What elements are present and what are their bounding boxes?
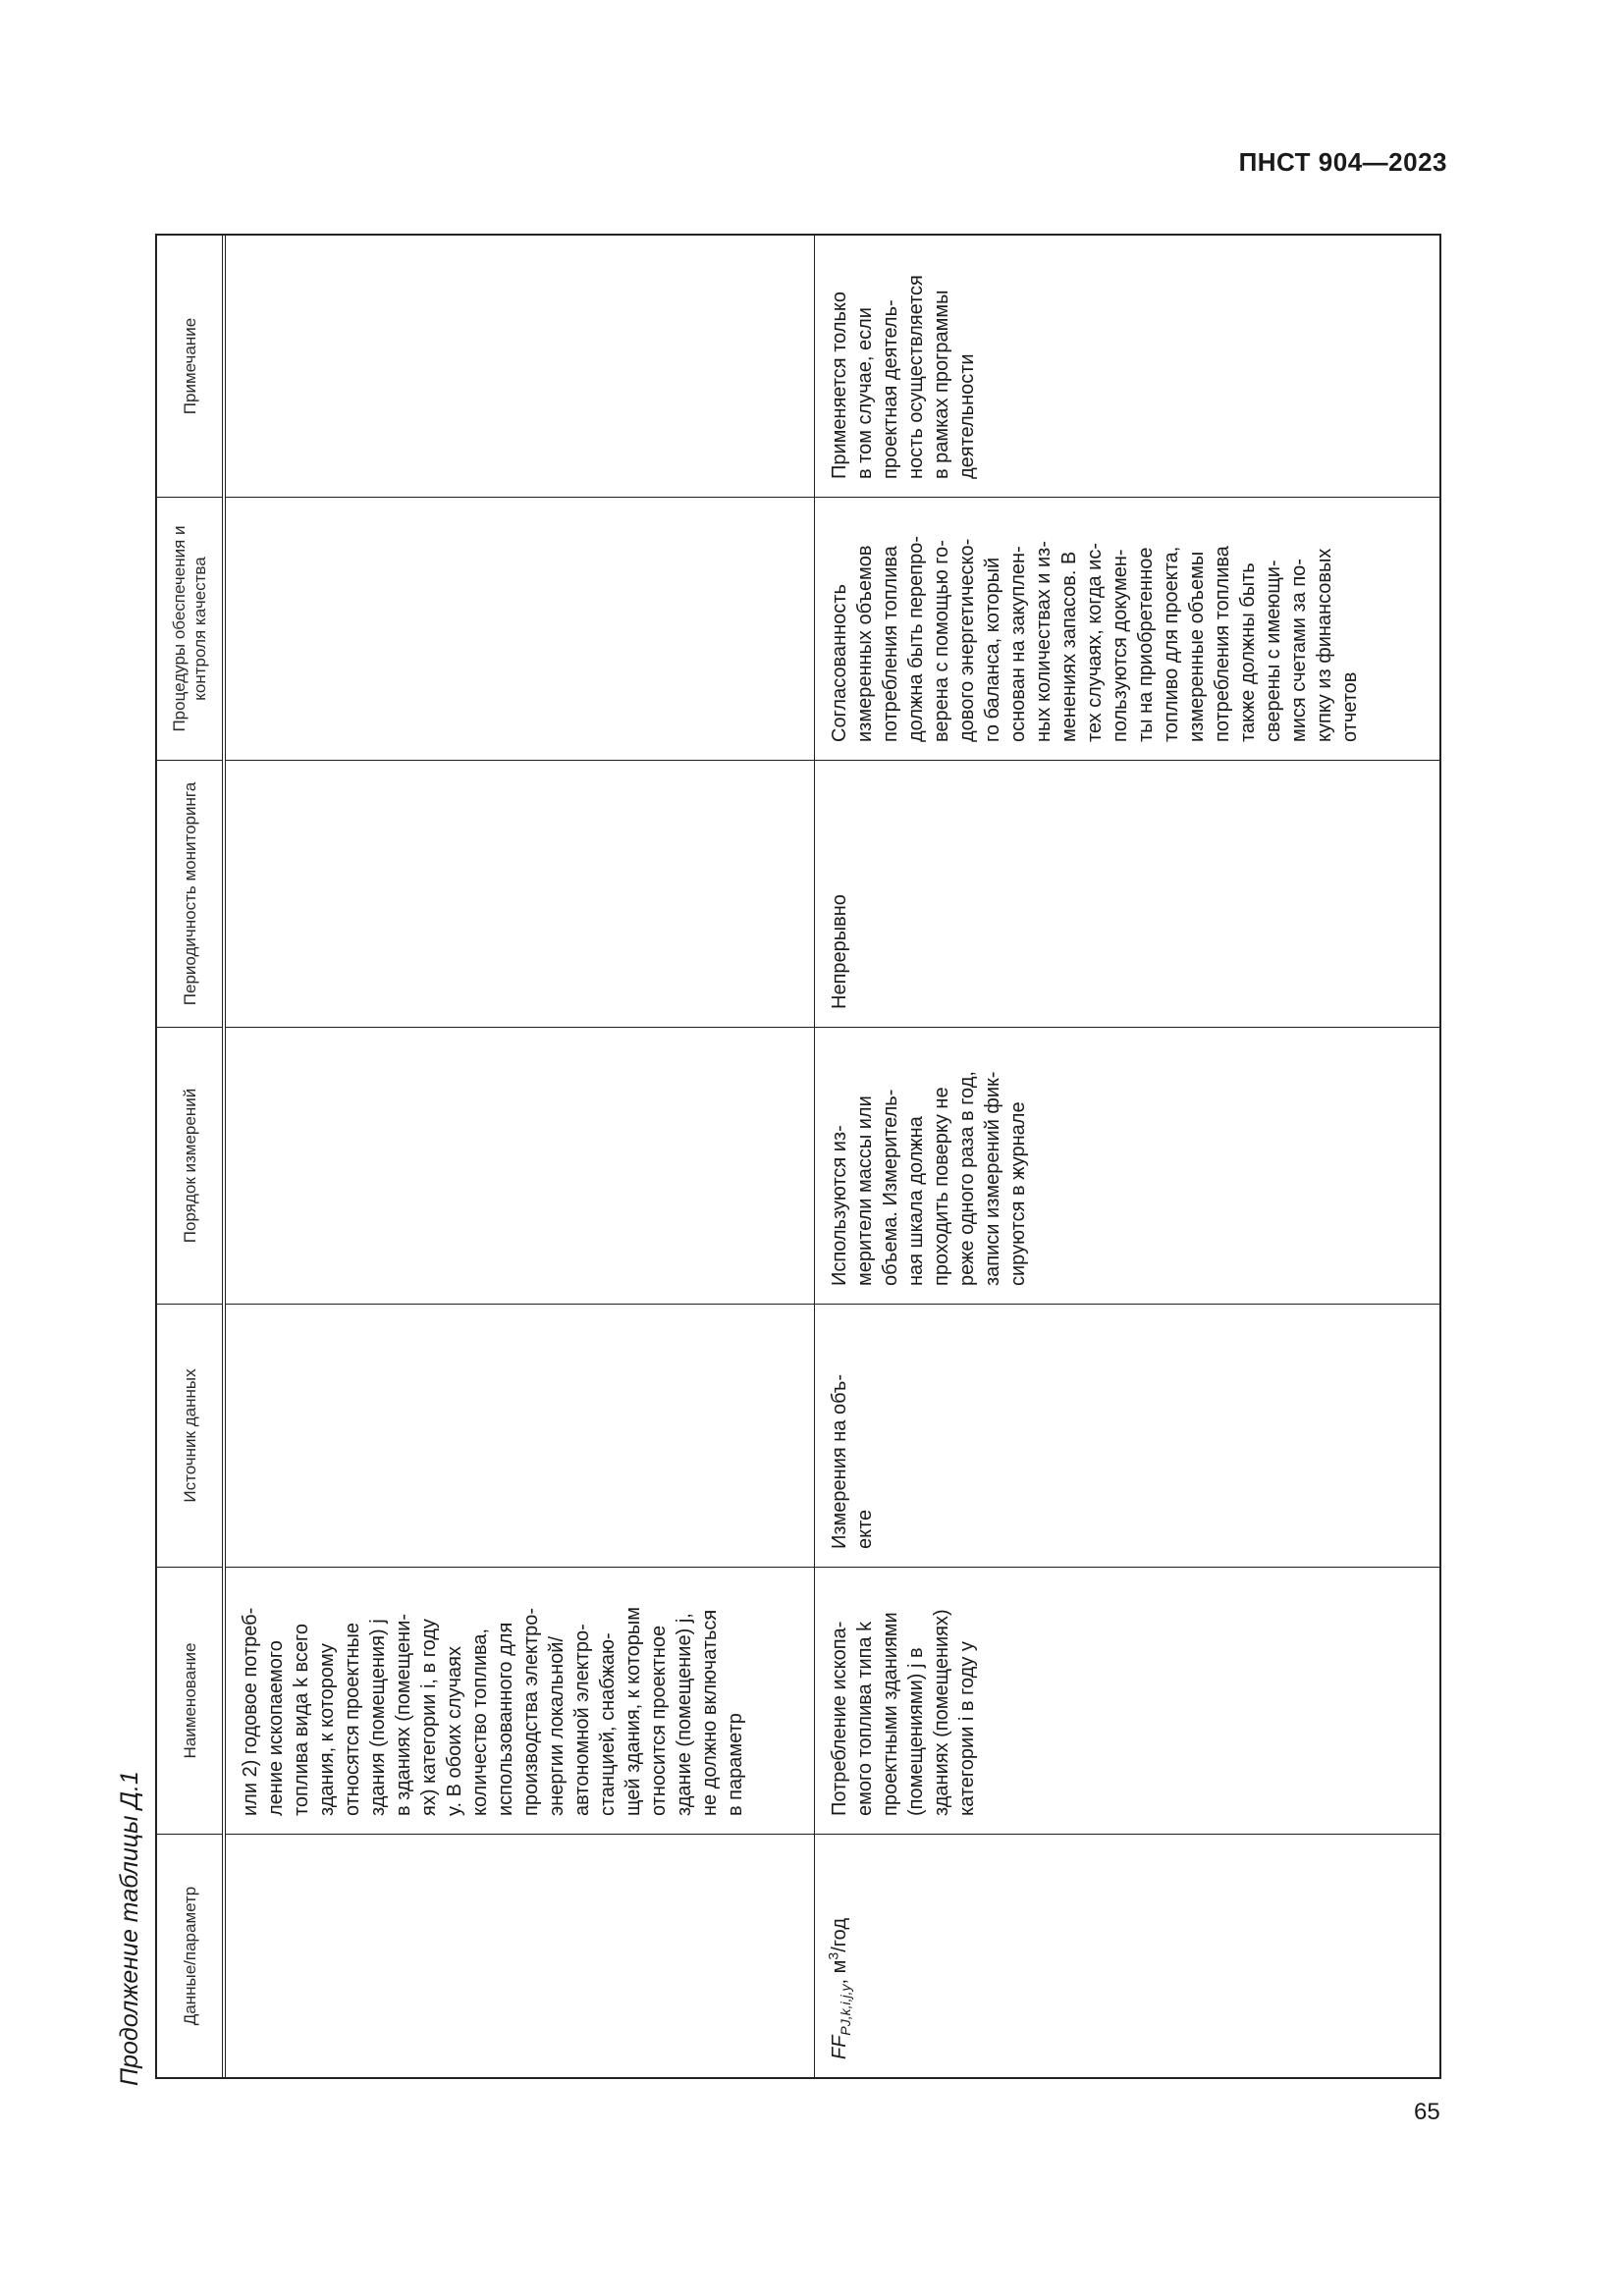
table-row (226, 236, 815, 2077)
source-cell (226, 1304, 814, 1567)
text-line: Используются из- (829, 1125, 850, 1286)
text-line: деятельности (956, 353, 978, 479)
table-caption: Продолжение таблицы Д.1 (116, 1771, 143, 2086)
source-cell (815, 1304, 1439, 1567)
param-symbol: FF (829, 2035, 850, 2059)
text-line: верена с помощью го- (931, 540, 952, 742)
column-header: Наименование (157, 1567, 222, 1834)
text-line: или 2) годовое потреб- (240, 1607, 261, 1816)
procedure-cell (815, 1027, 1439, 1304)
text-line: отчетов (1339, 671, 1361, 742)
text-line: Измерения на объ- (829, 1373, 850, 1549)
text-line: использованного для (495, 1622, 516, 1816)
text-line: в зданиях (помещени- (393, 1613, 414, 1816)
text-line: проходить поверку не (931, 1087, 952, 1286)
text-line: сируются в журнале (1007, 1101, 1029, 1286)
param-unit-prefix: , м (829, 1959, 850, 1985)
param-cell (815, 1834, 1439, 2077)
text-line: емого топлива типа k (854, 1621, 876, 1816)
text-line: мерители массы или (854, 1095, 876, 1286)
text-line: сверены с имеющи- (1263, 560, 1284, 742)
column-header: Процедуры обеспечения и контроля качества (157, 497, 222, 760)
text-line: реже одного раза в год, (956, 1071, 978, 1286)
text-line: Применяется только (829, 291, 850, 479)
param-unit-suffix: /год (829, 1918, 850, 1952)
column-header: Примечание (180, 317, 199, 415)
text-line: записи измерений фик- (982, 1071, 1003, 1286)
text-line: в рамках программы (931, 290, 952, 479)
note-cell (226, 236, 814, 497)
column-header: Источник данных (157, 1304, 222, 1567)
text-line: Потребление ископа- (829, 1621, 850, 1816)
text-line: категории i в году y (956, 1641, 978, 1816)
text-line: ях) категории i, в году (418, 1619, 440, 1816)
text-line: проектная деятель- (880, 299, 901, 479)
param-symbol-line (827, 1848, 852, 2059)
data-table (155, 234, 1441, 2079)
note-cell (815, 236, 1439, 497)
text-line: потребления топлива (880, 546, 901, 742)
text-line: ность осуществляется (905, 275, 927, 479)
qa-cell (815, 497, 1439, 760)
frequency-cell (815, 760, 1439, 1027)
text-line: y. В обоих случаях (444, 1646, 465, 1816)
text-line: екте (854, 1509, 876, 1549)
text-line: относится проектное (648, 1625, 670, 1816)
name-cell (226, 1567, 814, 1834)
text-line: количество топлива, (469, 1628, 491, 1816)
text-line: ты на приобретенное (1135, 547, 1157, 742)
text-line: не должно включаться (699, 1609, 721, 1816)
text-line: (помещениями) j в (905, 1647, 927, 1816)
text-line: ная шкала должна (905, 1116, 927, 1286)
text-line: также должны быть (1237, 562, 1259, 742)
text-line: мися счетами за по- (1288, 559, 1310, 742)
name-cell (815, 1567, 1439, 1834)
text-line: объема. Измеритель- (880, 1089, 901, 1286)
text-line: топливо для проекта, (1161, 546, 1182, 742)
param-unit-exponent: 3 (825, 1951, 841, 1960)
text-line: станцией, снабжаю- (597, 1632, 619, 1816)
procedure-cell (226, 1027, 814, 1304)
text-line: автономной электро- (571, 1624, 593, 1816)
text-line: в параметр (725, 1713, 746, 1816)
text-line: проектными зданиями (880, 1612, 901, 1816)
text-line: менениях запасов. В (1058, 551, 1080, 742)
text-line: го баланса, который (982, 557, 1003, 742)
text-line: ление ископаемого (265, 1640, 287, 1816)
column-header: Периодичность мониторинга (157, 760, 222, 1027)
text-line: измеренные объемы (1186, 551, 1208, 742)
text-line: потребления топлива (1212, 546, 1233, 742)
text-line: ных количествах и из- (1033, 541, 1055, 742)
text-line: тех случаях, когда ис- (1084, 542, 1106, 742)
text-line: производства электро- (520, 1607, 542, 1816)
text-line: Согласованность (829, 584, 850, 742)
text-line: относятся проектные (342, 1622, 363, 1816)
column-header: Данные/параметр (157, 1834, 222, 2077)
text-line: основан на закуплен- (1007, 546, 1029, 742)
text-line: топлива вида k всего (291, 1623, 312, 1816)
text-line: здания, к которому (316, 1643, 338, 1816)
text-line: щей здания, к которым (623, 1606, 644, 1816)
text-line: Непрерывно (829, 894, 850, 1009)
text-line: здания (помещения) j (367, 1619, 389, 1816)
document-code: ПНСТ 904—2023 (1238, 147, 1447, 177)
text-line: зданиях (помещениях) (931, 1609, 952, 1816)
table-row (815, 236, 1439, 2077)
qa-cell (226, 497, 814, 760)
text-line: пользуются докумен- (1110, 549, 1131, 742)
page-number: 65 (1414, 2099, 1440, 2125)
table-header-row (157, 236, 226, 2077)
frequency-cell (226, 760, 814, 1027)
text-line: купку из финансовых (1314, 548, 1335, 742)
text-line: измеренных объемов (854, 545, 876, 742)
text-line: должна быть перепро- (905, 535, 927, 742)
text-line: дового энергетическо- (956, 538, 978, 742)
param-subscript: PJ,k,i,j,y (838, 1984, 853, 2036)
text-line: в том случае, если (854, 307, 876, 479)
param-cell (226, 1834, 814, 2077)
text-line: энергии локальной/ (546, 1635, 568, 1816)
text-line: здание (помещение) j, (674, 1613, 695, 1816)
column-header: Порядок измерений (157, 1027, 222, 1304)
